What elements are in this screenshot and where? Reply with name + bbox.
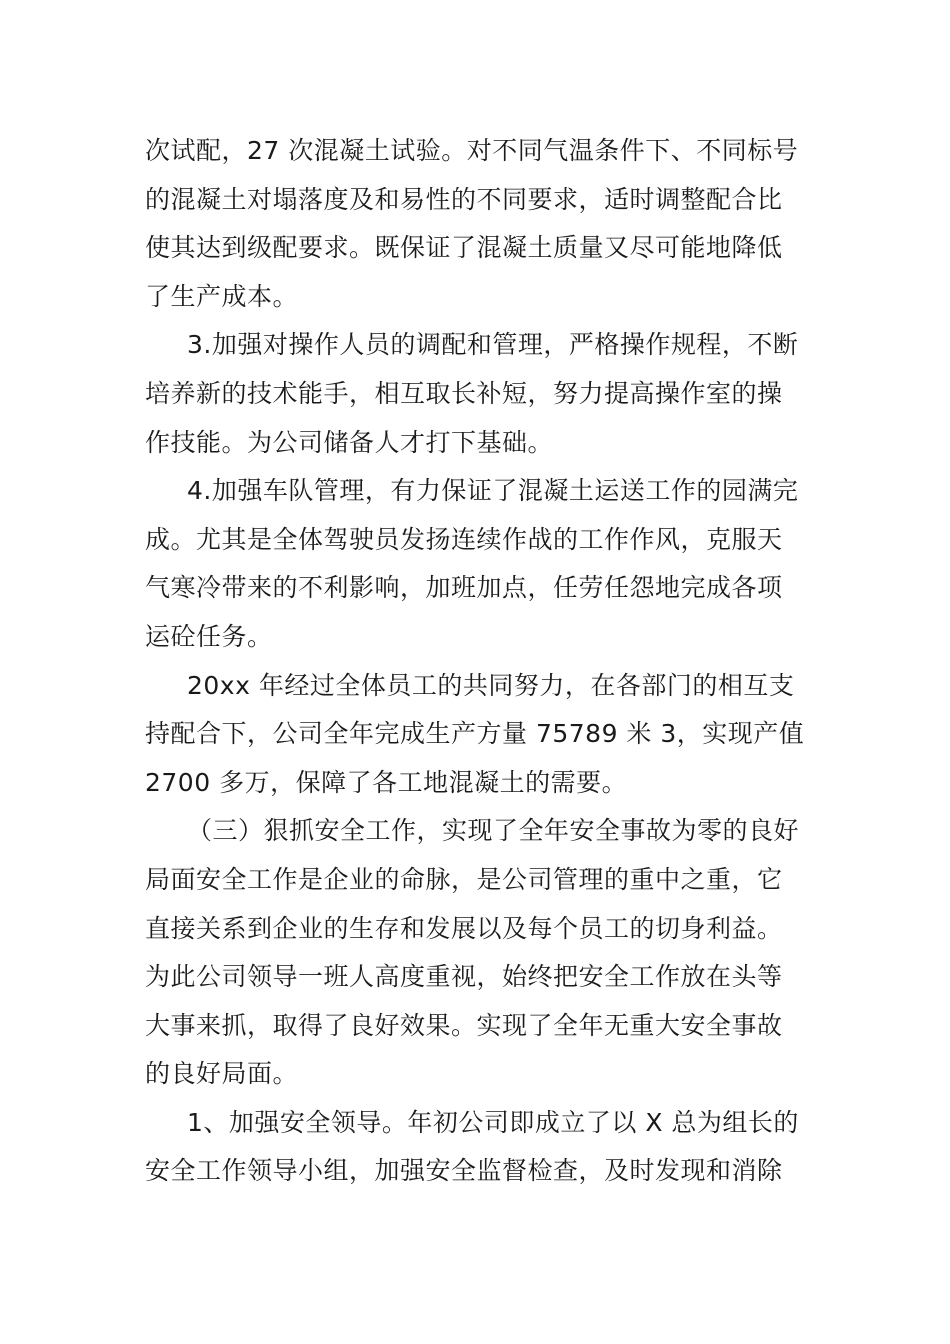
paragraph-first-line: 20xx 年经过全体员工的共同努力，在各部门的相互支: [187, 670, 795, 700]
text-line: 成。尤其是全体驾驶员发扬连续作战的工作作风，克服天: [145, 524, 783, 554]
text-line: 的良好局面。: [145, 1059, 299, 1089]
text-line: 局面安全工作是企业的命脉，是公司管理的重中之重，它: [145, 864, 783, 894]
text-line: 运砼任务。: [145, 621, 273, 651]
paragraph-first-line: 3.加强对操作人员的调配和管理，严格操作规程，不断: [187, 330, 799, 360]
text-line: 的混凝土对塌落度及和易性的不同要求，适时调整配合比: [145, 184, 783, 214]
text-line: 气寒冷带来的不利影响，加班加点，任劳任怨地完成各项: [145, 573, 783, 603]
text-line: 直接关系到企业的生存和发展以及每个员工的切身利益。: [145, 913, 783, 943]
text-line: 了生产成本。: [145, 281, 299, 311]
text-line: 持配合下，公司全年完成生产方量 75789 米 3，实现产值: [145, 719, 805, 749]
text-line: 作技能。为公司储备人才打下基础。: [145, 427, 554, 457]
text-line: 大事来抓，取得了良好效果。实现了全年无重大安全事故: [145, 1010, 783, 1040]
text-line: 次试配，27 次混凝土试验。对不同气温条件下、不同标号: [145, 136, 799, 165]
paragraph-first-line: （三）狠抓安全工作，实现了全年安全事故为零的良好: [187, 816, 800, 846]
text-line: 为此公司领导一班人高度重视，始终把安全工作放在头等: [145, 962, 783, 992]
text-line: 安全工作领导小组，加强安全监督检查，及时发现和消除: [145, 1156, 783, 1186]
text-line: 使其达到级配要求。既保证了混凝土质量又尽可能地降低: [145, 233, 783, 263]
body-text: [145, 127, 815, 1196]
paragraph-first-line: 4.加强车队管理，有力保证了混凝土运送工作的园满完: [187, 476, 799, 506]
paragraph-first-line: 1、加强安全领导。年初公司即成立了以 X 总为组长的: [187, 1107, 799, 1137]
text-line: 2700 多万，保障了各工地混凝土的需要。: [145, 767, 628, 797]
text-line: 培养新的技术能手，相互取长补短，努力提高操作室的操: [145, 378, 783, 408]
